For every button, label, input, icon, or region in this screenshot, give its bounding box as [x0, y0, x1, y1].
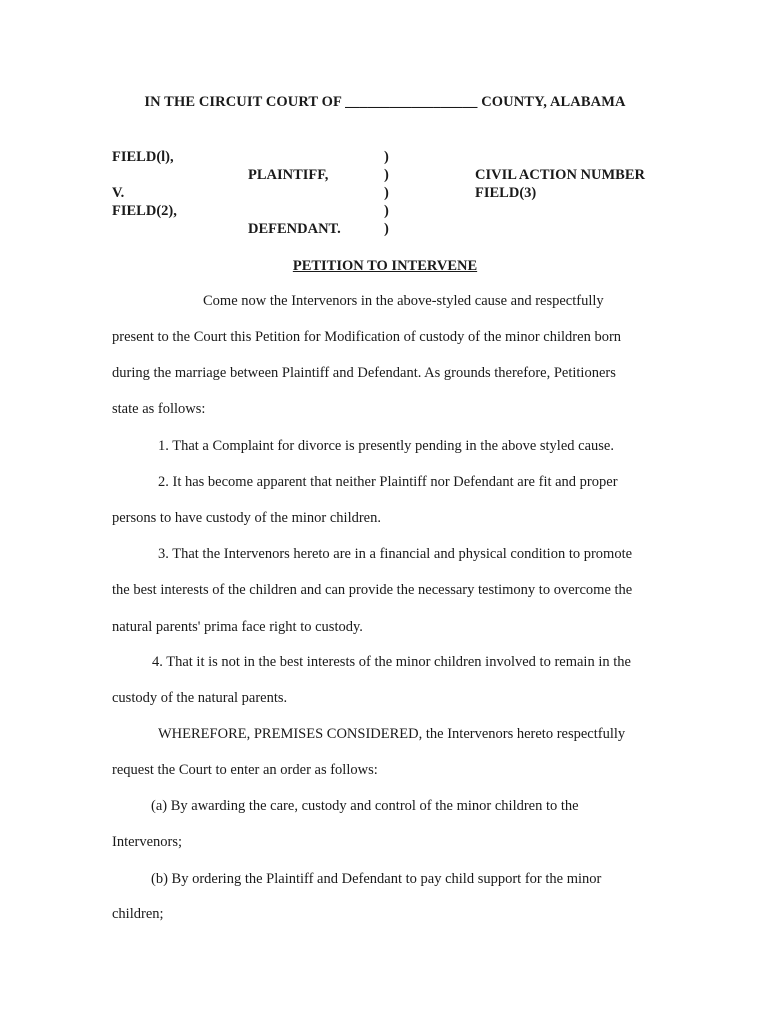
caption-paren: ) [384, 203, 389, 219]
document-title: PETITION TO INTERVENE [292, 258, 478, 274]
plaintiff-field: FIELD(l), [112, 149, 174, 165]
body-line: Intervenors; [112, 834, 183, 850]
body-line: present to the Court this Petition for Modification of custody of the minor children born [112, 329, 622, 345]
body-line: Come now the Intervenors in the above-styled cause and respectfully [203, 293, 604, 309]
plaintiff-label: PLAINTIFF, [248, 167, 329, 183]
defendant-field: FIELD(2), [112, 203, 177, 219]
body-line: (a) By awarding the care, custody and control of the minor children to the [151, 798, 579, 814]
body-line: custody of the natural parents. [112, 690, 288, 706]
caption-paren: ) [384, 185, 389, 201]
case-number-field: FIELD(3) [475, 185, 537, 201]
body-line: persons to have custody of the minor children. [112, 510, 381, 526]
body-line: WHEREFORE, PREMISES CONSIDERED, the Intervenors hereto respectfully [158, 726, 626, 742]
caption-paren: ) [384, 149, 389, 165]
body-line: state as follows: [112, 401, 206, 417]
civil-action-label: CIVIL ACTION NUMBER [475, 167, 645, 183]
versus-label: V. [112, 185, 125, 201]
body-line: during the marriage between Plaintiff and Defendant. As grounds therefore, Petitioners [112, 365, 616, 381]
body-line: 1. That a Complaint for divorce is presently pending in the above styled cause. [158, 438, 614, 454]
body-line: the best interests of the children and can provide the necessary testimony to overcome the [112, 582, 633, 598]
body-line: 4. That it is not in the best interests of the minor children involved to remain in the [152, 654, 631, 670]
body-line: (b) By ordering the Plaintiff and Defendant to pay child support for the minor [151, 871, 602, 887]
defendant-label: DEFENDANT. [248, 221, 341, 237]
body-line: 2. It has become apparent that neither Plaintiff nor Defendant are fit and proper [158, 474, 618, 490]
court-heading: IN THE CIRCUIT COURT OF __________________ COUNTY, ALABAMA [144, 94, 626, 110]
body-line: children; [112, 906, 164, 922]
body-line: 3. That the Intervenors hereto are in a financial and physical condition to promote [158, 546, 633, 562]
caption-paren: ) [384, 167, 389, 183]
body-line: request the Court to enter an order as follows: [112, 762, 378, 778]
body-line: natural parents' prima face right to custody. [112, 619, 363, 635]
caption-paren: ) [384, 221, 389, 237]
